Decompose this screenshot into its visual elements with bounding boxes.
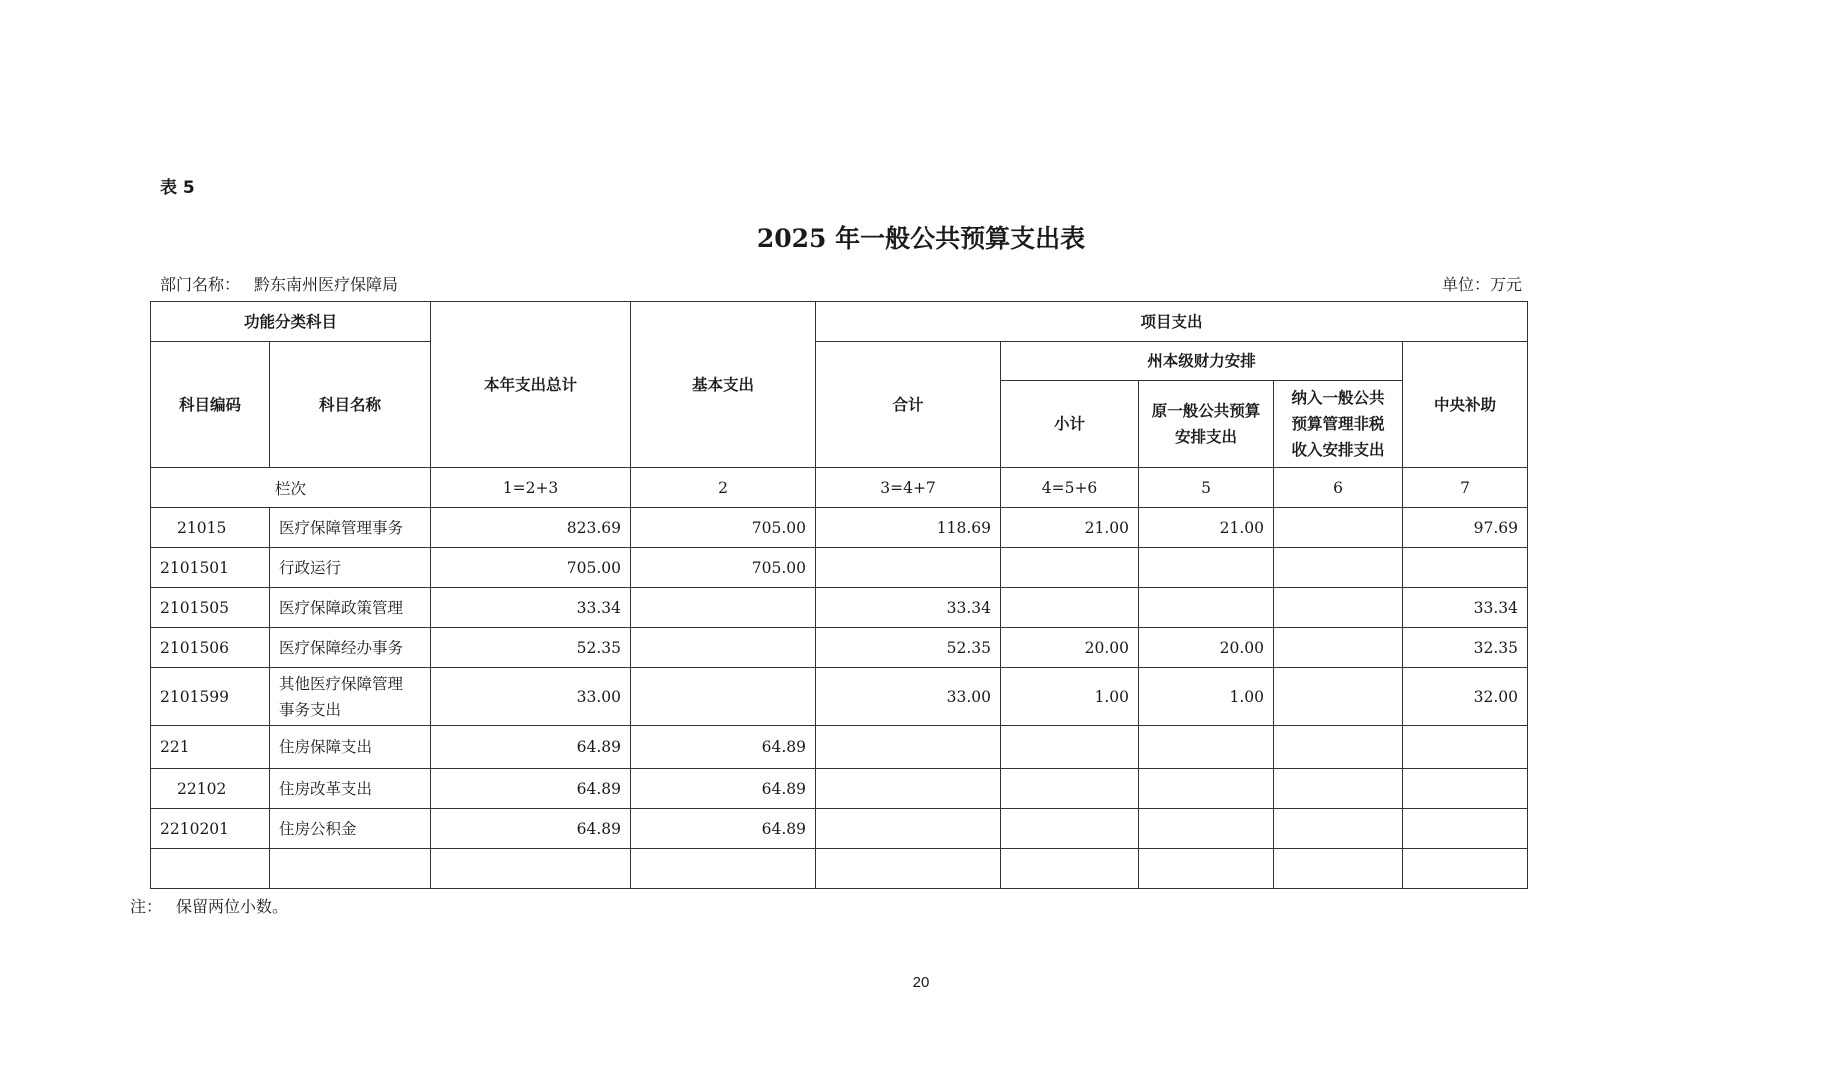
subject-name-line1: 其他医疗保障管理 — [279, 674, 404, 693]
nontax-cell — [1274, 769, 1403, 809]
subject-code-cell: 221 — [151, 726, 270, 769]
central-cell: 33.34 — [1403, 588, 1528, 628]
header-orig-general — [1139, 381, 1274, 468]
header-orig-general-line2: 安排支出 — [1175, 428, 1238, 446]
header-sum: 合计 — [816, 342, 1001, 468]
basic-cell: 64.89 — [631, 809, 816, 849]
basic-cell: 64.89 — [631, 769, 816, 809]
table-row — [151, 809, 1528, 849]
sum-cell: 52.35 — [816, 628, 1001, 668]
subject-code-cell: 2101506 — [151, 628, 270, 668]
subtotal-cell — [1001, 726, 1139, 769]
header-nontax — [1274, 381, 1403, 468]
subtotal-cell — [1001, 809, 1139, 849]
central-cell — [1403, 726, 1528, 769]
sum-cell: 33.34 — [816, 588, 1001, 628]
orig-general-cell: 21.00 — [1139, 508, 1274, 548]
header-state-level: 州本级财力安排 — [1001, 342, 1403, 381]
empty-cell — [431, 849, 631, 889]
subject-name-cell: 住房改革支出 — [270, 769, 431, 809]
central-cell — [1403, 769, 1528, 809]
sum-cell — [816, 548, 1001, 588]
footnote-label: 注： — [130, 897, 163, 916]
orig-general-cell — [1139, 588, 1274, 628]
empty-row — [151, 849, 1528, 889]
subtotal-cell — [1001, 588, 1139, 628]
total-cell: 823.69 — [431, 508, 631, 548]
subject-code-cell: 2101599 — [151, 668, 270, 726]
header-func-category: 功能分类科目 — [151, 302, 431, 342]
orig-general-cell: 1.00 — [1139, 668, 1274, 726]
footnote-text: 保留两位小数。 — [176, 897, 289, 916]
nontax-cell — [1274, 668, 1403, 726]
header-total: 本年支出总计 — [431, 302, 631, 468]
document-title: 2025 年一般公共预算支出表 — [756, 224, 1086, 253]
subject-code-cell: 21015 — [151, 508, 270, 548]
sum-cell: 118.69 — [816, 508, 1001, 548]
nontax-cell — [1274, 508, 1403, 548]
subject-name-cell — [270, 668, 431, 726]
table-row — [151, 508, 1528, 548]
central-cell — [1403, 548, 1528, 588]
subject-name-cell: 住房公积金 — [270, 809, 431, 849]
subtotal-cell — [1001, 548, 1139, 588]
subject-code-cell: 2101505 — [151, 588, 270, 628]
header-orig-general-line1: 原一般公共预算 — [1151, 402, 1261, 420]
basic-cell: 705.00 — [631, 548, 816, 588]
nontax-cell — [1274, 588, 1403, 628]
empty-cell — [1001, 849, 1139, 889]
total-cell: 52.35 — [431, 628, 631, 668]
empty-cell — [816, 849, 1001, 889]
sum-cell — [816, 769, 1001, 809]
empty-cell — [1139, 849, 1274, 889]
header-subject-code: 科目编码 — [151, 342, 270, 468]
orig-general-cell — [1139, 769, 1274, 809]
basic-cell: 705.00 — [631, 508, 816, 548]
header-nontax-line2: 预算管理非税 — [1291, 415, 1385, 433]
central-cell — [1403, 809, 1528, 849]
central-cell: 32.35 — [1403, 628, 1528, 668]
subject-name-line2: 事务支出 — [279, 700, 342, 719]
total-cell: 705.00 — [431, 548, 631, 588]
nontax-cell — [1274, 628, 1403, 668]
subject-name-cell: 医疗保障政策管理 — [270, 588, 431, 628]
subject-name-cell: 行政运行 — [270, 548, 431, 588]
total-cell: 33.34 — [431, 588, 631, 628]
empty-cell — [1403, 849, 1528, 889]
subject-code-cell: 22102 — [151, 769, 270, 809]
orig-general-cell — [1139, 809, 1274, 849]
sum-cell — [816, 809, 1001, 849]
empty-cell — [1274, 849, 1403, 889]
table-row — [151, 769, 1528, 809]
header-project: 项目支出 — [816, 302, 1528, 342]
subtotal-cell: 1.00 — [1001, 668, 1139, 726]
basic-cell — [631, 588, 816, 628]
orig-general-cell: 20.00 — [1139, 628, 1274, 668]
empty-cell — [151, 849, 270, 889]
department-label: 部门名称： — [160, 275, 241, 294]
nontax-cell — [1274, 809, 1403, 849]
index-cell: 4=5+6 — [1001, 468, 1139, 508]
index-cell: 7 — [1403, 468, 1528, 508]
header-basic: 基本支出 — [631, 302, 816, 468]
budget-table — [150, 301, 1528, 889]
header-subject-name: 科目名称 — [270, 342, 431, 468]
empty-cell — [631, 849, 816, 889]
header-subtotal: 小计 — [1001, 381, 1139, 468]
page-number: 20 — [912, 974, 930, 991]
empty-cell — [270, 849, 431, 889]
header-nontax-line3: 收入安排支出 — [1291, 441, 1385, 459]
footnote — [130, 894, 288, 917]
index-label: 栏次 — [151, 468, 431, 508]
subject-code-cell: 2210201 — [151, 809, 270, 849]
unit-label: 单位：万元 — [1441, 275, 1522, 294]
index-row — [151, 468, 1528, 508]
index-cell: 1=2+3 — [431, 468, 631, 508]
table-row — [151, 668, 1528, 726]
sum-cell: 33.00 — [816, 668, 1001, 726]
department-line — [160, 272, 398, 295]
index-cell: 3=4+7 — [816, 468, 1001, 508]
subject-name-cell: 医疗保障经办事务 — [270, 628, 431, 668]
basic-cell — [631, 668, 816, 726]
central-cell: 32.00 — [1403, 668, 1528, 726]
table-number-label: 表 5 — [160, 178, 195, 198]
subtotal-cell: 20.00 — [1001, 628, 1139, 668]
sum-cell — [816, 726, 1001, 769]
orig-general-cell — [1139, 548, 1274, 588]
subject-name-cell: 住房保障支出 — [270, 726, 431, 769]
subtotal-cell — [1001, 769, 1139, 809]
department-name: 黔东南州医疗保障局 — [254, 275, 399, 294]
subtotal-cell: 21.00 — [1001, 508, 1139, 548]
nontax-cell — [1274, 726, 1403, 769]
header-central: 中央补助 — [1403, 342, 1528, 468]
subject-code-cell: 2101501 — [151, 548, 270, 588]
table-row — [151, 588, 1528, 628]
total-cell: 64.89 — [431, 809, 631, 849]
total-cell: 64.89 — [431, 769, 631, 809]
header-nontax-line1: 纳入一般公共 — [1291, 389, 1385, 407]
nontax-cell — [1274, 548, 1403, 588]
table-row — [151, 628, 1528, 668]
total-cell: 33.00 — [431, 668, 631, 726]
total-cell: 64.89 — [431, 726, 631, 769]
index-cell: 2 — [631, 468, 816, 508]
index-cell: 5 — [1139, 468, 1274, 508]
subject-name-cell: 医疗保障管理事务 — [270, 508, 431, 548]
index-cell: 6 — [1274, 468, 1403, 508]
orig-general-cell — [1139, 726, 1274, 769]
central-cell: 97.69 — [1403, 508, 1528, 548]
table-row — [151, 726, 1528, 769]
basic-cell — [631, 628, 816, 668]
basic-cell: 64.89 — [631, 726, 816, 769]
table-row — [151, 548, 1528, 588]
